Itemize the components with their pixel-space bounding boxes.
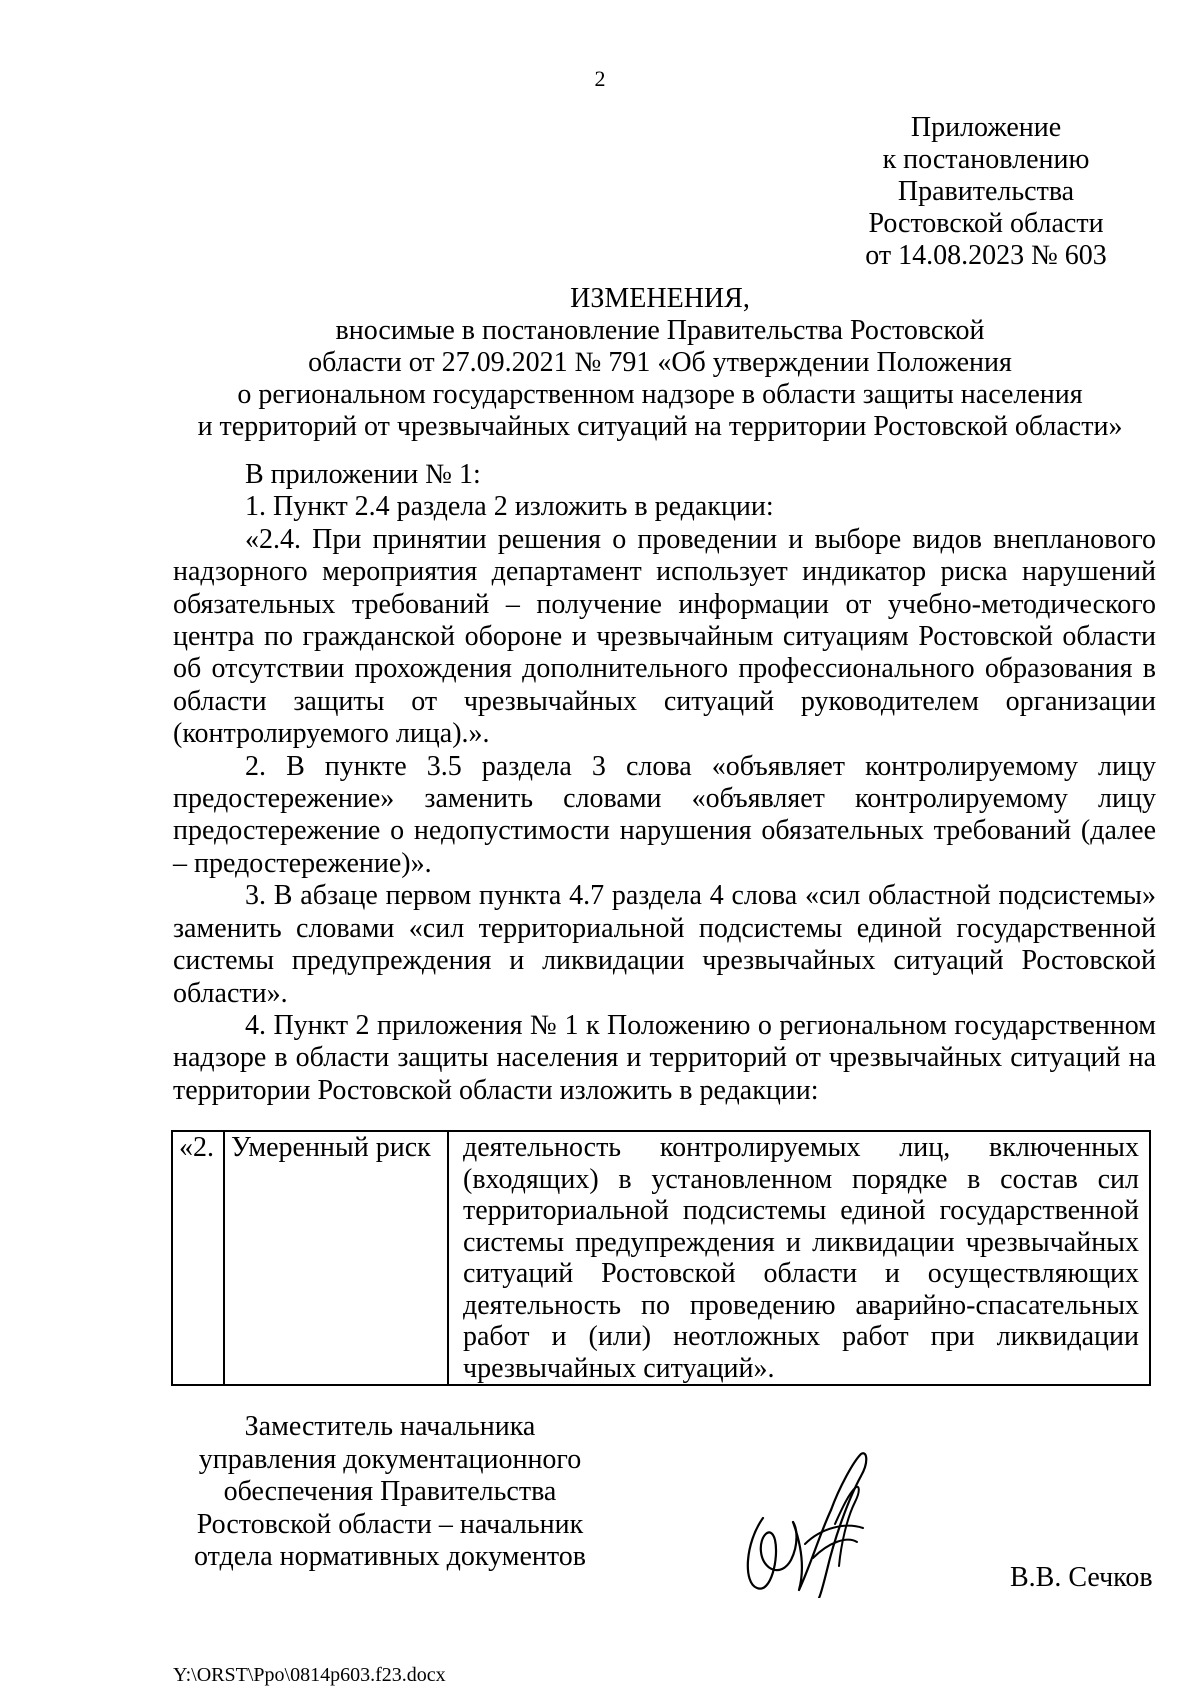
title-line: области от 27.09.2021 № 791 «Об утверждении Положения (308, 347, 1012, 378)
page-number: 2 (594, 66, 606, 91)
table-cell-description: деятельность контролируемых лиц, включенных (входящих) в установленном порядке в состав сил территориальной подсистемы единой государственной системы предупреждения и ликвидации чрезвычайных ситуаций Ростовской области и осуществляющих деятельность по проведению аварийно-спасательных работ и (или) неотложных работ при ликвидации чрезвычайных ситуаций». (448, 1131, 1150, 1385)
table-cell-number: «2. (172, 1131, 224, 1385)
item-3-paragraph: 3. В абзаце первом пункта 4.7 раздела 4 слова «сил областной подсистемы» заменить словами «сил территориальной подсистемы единой государственной системы предупреждения и ликвидации чрезвычайных ситуаций Ростовской области». (173, 880, 1156, 1009)
intro-paragraph: В приложении № 1: (245, 459, 481, 490)
title-line: о региональном государственном надзоре в области защиты населения (237, 379, 1083, 410)
signatory-line: обеспечения Правительства (223, 1476, 557, 1507)
handwritten-signature (735, 1448, 875, 1598)
table-cell-risk: Умеренный риск (224, 1131, 448, 1385)
title-heading: ИЗМЕНЕНИЯ, (570, 283, 750, 314)
signatory-line: отдела нормативных документов (194, 1541, 586, 1572)
item-1-title: 1. Пункт 2.4 раздела 2 изложить в редакции: (245, 491, 774, 523)
appendix-line: Правительства (897, 176, 1075, 207)
appendix-line: Приложение (910, 112, 1062, 143)
appendix-line: к постановлению (882, 144, 1090, 175)
title-line: и территорий от чрезвычайных ситуаций на территории Ростовской области» (197, 411, 1123, 442)
title-line: вносимые в постановление Правительства Ростовской (335, 315, 985, 346)
item-4-paragraph: 4. Пункт 2 приложения № 1 к Положению о региональном государственном надзоре в области защиты населения и территорий от чрезвычайных ситуаций на территории Ростовской области изложить в редакции: (173, 1009, 1156, 1106)
signatory-title (180, 1411, 600, 1574)
signer-name: В.В. Сечков (1010, 1562, 1153, 1593)
item-1-text: «2.4. При принятии решения о проведении и выборе видов внепланового надзорного мероприятия департамент использует индикатор риска нарушений обязательных требований – получение информации от учебно-методического центра по гражданской обороне и чрезвычайным ситуациям Ростовской области об отсутствии прохождения дополнительного профессионального образования в области защиты от чрезвычайных ситуаций руководителем организации (контролируемого лица).». (173, 523, 1156, 750)
document-title (150, 283, 1170, 443)
item-2-paragraph: 2. В пункте 3.5 раздела 3 слова «объявляет контролируемому лицу предостережение» заменить словами «объявляет контролируемому лицу предостережение о недопустимости нарушения обязательных требований (далее – предостережение)». (173, 750, 1156, 879)
appendix-line: от 14.08.2023 № 603 (865, 240, 1107, 271)
file-path: Y:\ORST\Ppo\0814p603.f23.docx (173, 1664, 446, 1686)
signatory-line: Заместитель начальника (244, 1411, 536, 1442)
appendix-line: Ростовской области (868, 208, 1104, 239)
signatory-line: управления документационного (198, 1443, 582, 1475)
table-row (172, 1131, 1150, 1385)
appendix-block (836, 112, 1136, 272)
amendment-table (171, 1130, 1151, 1386)
signatory-line: Ростовской области – начальник (196, 1508, 584, 1540)
document-body (173, 459, 1156, 1107)
